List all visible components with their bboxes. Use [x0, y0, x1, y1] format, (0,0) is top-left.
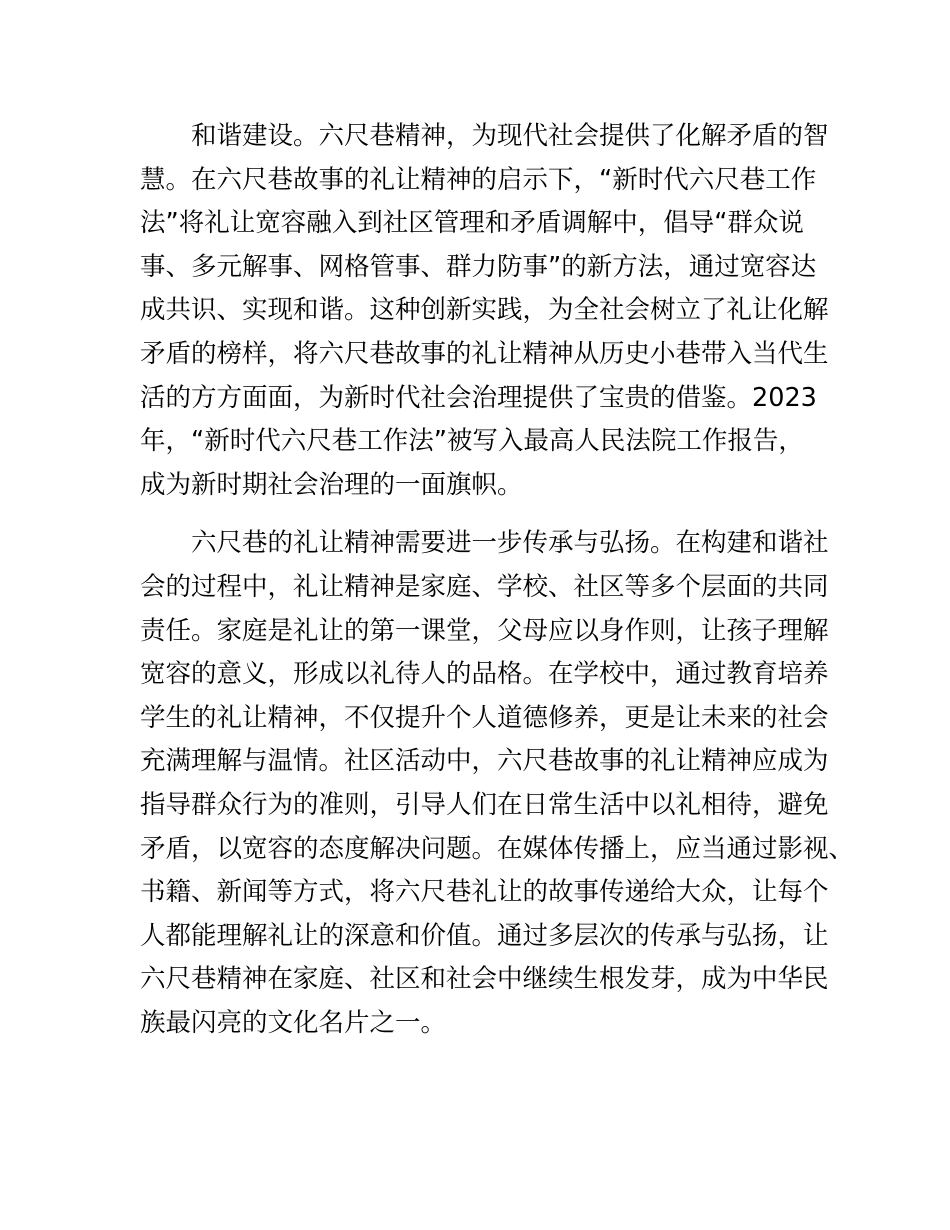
text-line: 成共识、实现和谐。这种创新实践，为全社会树立了礼让化解 [140, 295, 829, 326]
text-line: 责任。家庭是礼让的第一课堂，父母应以身作则，让孩子理解 [140, 615, 829, 646]
text-line: 成为新时期社会治理的一面旗帜。 [140, 469, 523, 500]
text-line: 充满理解与温情。社区活动中，六尺巷故事的礼让精神应成为 [140, 746, 829, 777]
text-line: 慧。在六尺巷故事的礼让精神的启示下，“新时代六尺巷工作 [140, 164, 817, 195]
text-line: 年，“新时代六尺巷工作法”被写入最高人民法院工作报告， [140, 426, 804, 457]
text-line: 和谐建设。六尺巷精神，为现代社会提供了化解矛盾的智 [191, 121, 829, 151]
text-line: 宽容的意义，形成以礼待人的品格。在学校中，通过教育培养 [140, 659, 829, 690]
text-line: 矛盾，以宽容的态度解决问题。在媒体传播上，应当通过影视、 [140, 833, 855, 864]
text-line: 活的方方面面，为新时代社会治理提供了宝贵的借鉴。2023 [140, 382, 817, 413]
text-line: 法”将礼让宽容融入到社区管理和矛盾调解中，倡导“群众说 [140, 208, 804, 239]
paragraph-1 [140, 115, 829, 507]
text-line: 矛盾的榜样，将六尺巷故事的礼让精神从历史小巷带入当代生 [140, 338, 829, 369]
text-line: 六尺巷的礼让精神需要进一步传承与弘扬。在构建和谐社 [191, 528, 829, 559]
text-line: 事、多元解事、网格管事、群力防事”的新方法，通过宽容达 [140, 251, 817, 282]
paragraph-2 [140, 522, 855, 1045]
document-page [140, 115, 855, 1045]
text-line: 六尺巷精神在家庭、社区和社会中继续生根发芽，成为中华民 [140, 964, 829, 995]
text-line: 族最闪亮的文化名片之一。 [140, 1007, 447, 1038]
text-line: 会的过程中，礼让精神是家庭、学校、社区等多个层面的共同 [140, 571, 829, 602]
text-line: 学生的礼让精神，不仅提升个人道德修养，更是让未来的社会 [140, 702, 829, 733]
paragraph-gap [140, 507, 822, 522]
text-line: 指导群众行为的准则，引导人们在日常生活中以礼相待，避免 [140, 789, 829, 820]
text-line: 书籍、新闻等方式，将六尺巷礼让的故事传递给大众，让每个 [140, 877, 829, 908]
text-line: 人都能理解礼让的深意和价值。通过多层次的传承与弘扬，让 [140, 920, 829, 951]
